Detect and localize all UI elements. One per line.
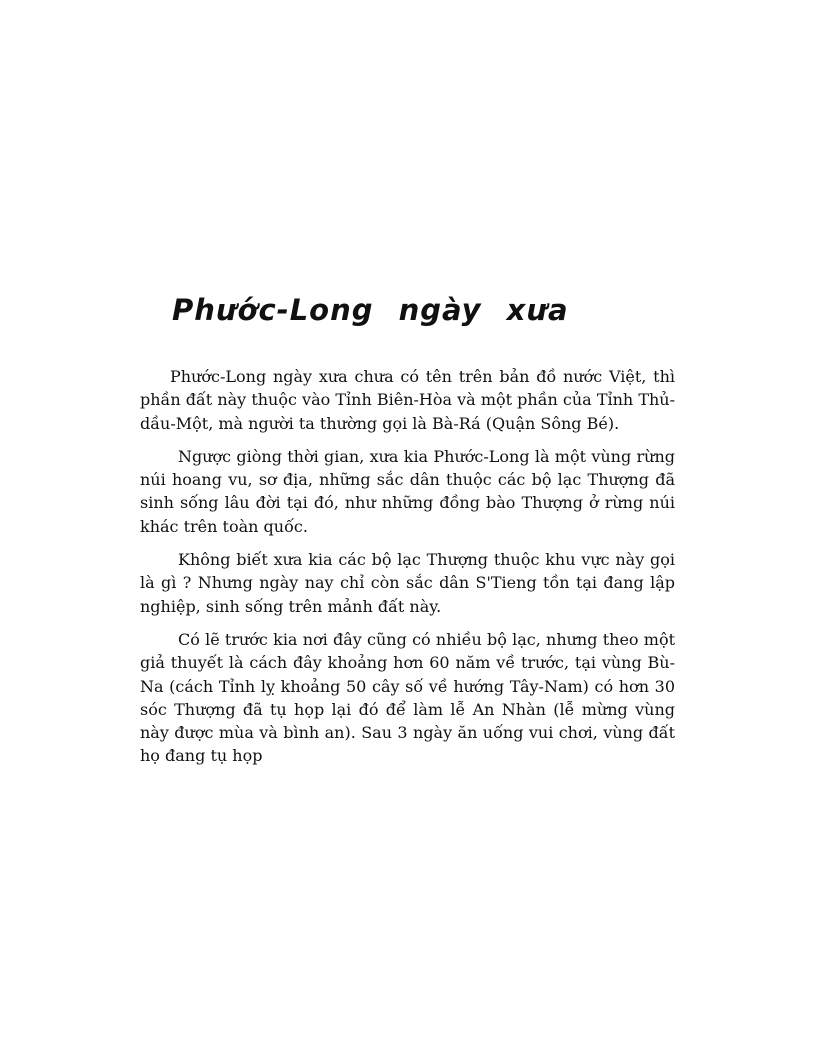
document-body (140, 365, 675, 778)
document-title: Phước-Long ngày xưa (172, 293, 569, 327)
paragraph-3: Không biết xưa kia các bộ lạc Thượng thuộc khu vực này gọi là gì ? Nhưng ngày nay chỉ còn sắc dân S'Tieng tồn tại đang lập nghiệp, sinh sống trên mảnh đất này. (140, 550, 675, 616)
paragraph-2: Ngược giòng thời gian, xưa kia Phước-Long là một vùng rừng núi hoang vu, sơ địa, những sắc dân thuộc các bộ lạc Thượng đã sinh sống lâu đời tại đó, như những đồng bào Thượng ở rừng núi khác trên toàn quốc. (140, 446, 675, 536)
paragraph-4: Có lẽ trước kia nơi đây cũng có nhiều bộ lạc, nhưng theo một giả thuyết là cách đây khoảng hơn 60 năm về trước, tại vùng Bù-Na (cách Tỉnh lỵ khoảng 50 cây số về hướng Tây-Nam) có hơn 30 sóc Thượng đã tụ họp lại đó để làm lễ An Nhàn (lễ mừng vùng này được mùa và bình an). Sau 3 ngày ăn uống vui chơi, vùng đất họ đang tụ họp (140, 629, 675, 766)
paragraph-1: Phước-Long ngày xưa chưa có tên trên bản đồ nước Việt, thì phần đất này thuộc vào Tỉnh Biên-Hòa và một phần của Tỉnh Thủ-dầu-Một, mà người ta thường gọi là Bà-Rá (Quận Sông Bé). (140, 367, 675, 433)
